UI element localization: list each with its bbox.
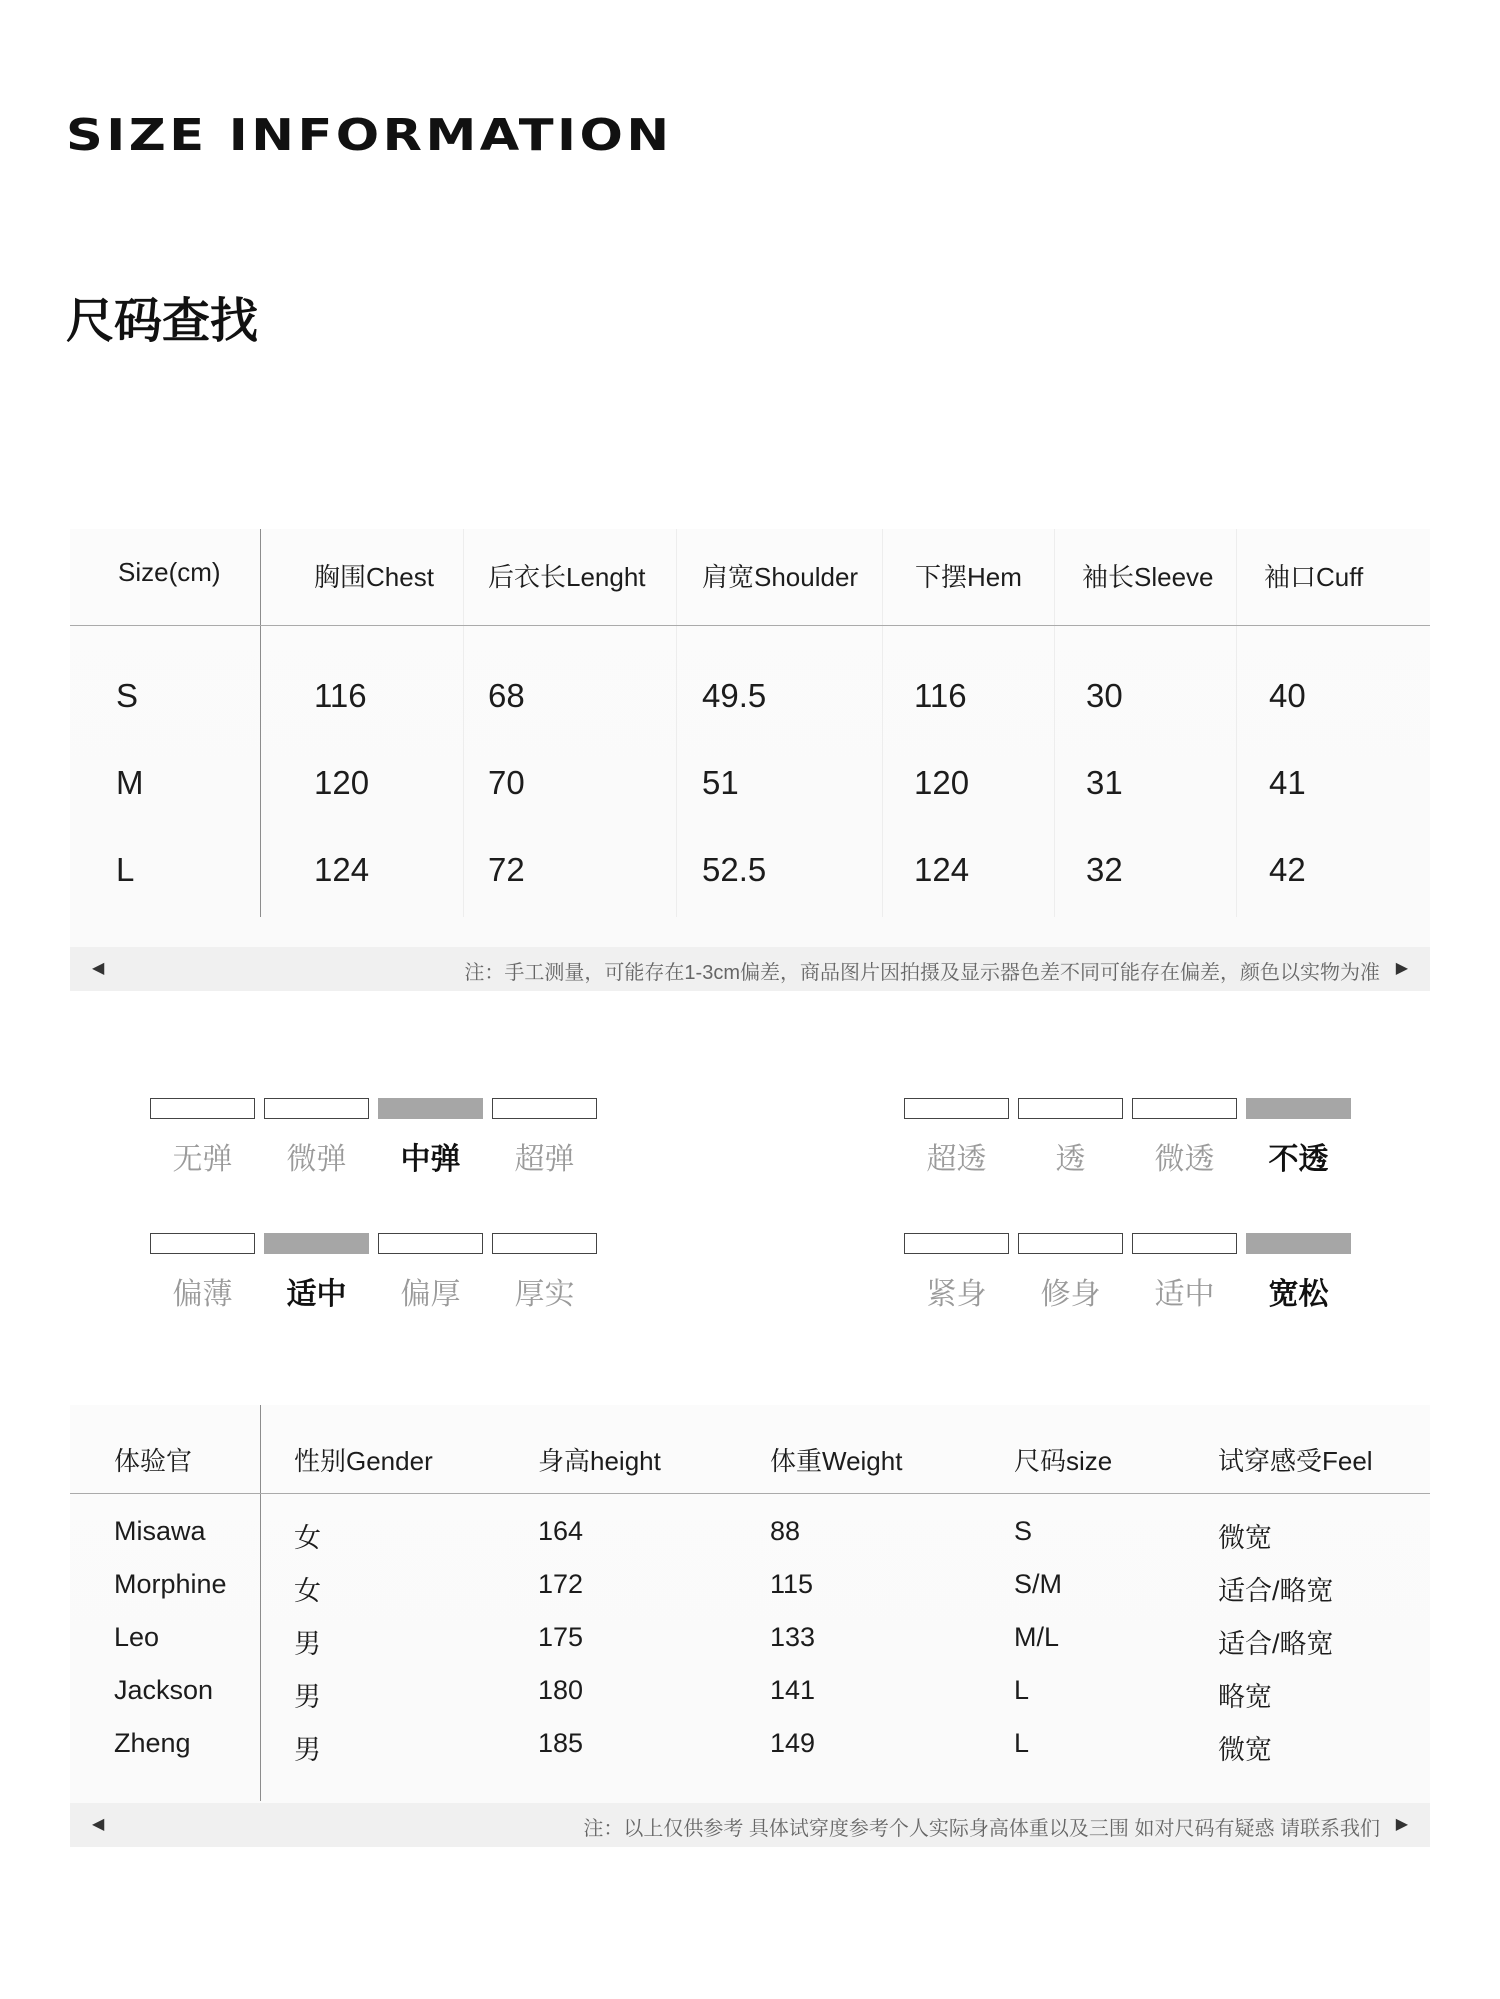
column-divider xyxy=(260,1405,261,1801)
measurement-note: 注：手工测量，可能存在1-3cm偏差，商品图片因拍摄及显示器色差不同可能存在偏差，颜色以实物为准 xyxy=(464,962,1380,984)
header-tester: 体验官 xyxy=(114,1446,193,1476)
page-title: SIZE INFORMATION xyxy=(66,110,673,161)
scale-segment xyxy=(904,1098,1009,1119)
cell-height: 164 xyxy=(538,1516,584,1546)
size-table xyxy=(70,529,1430,991)
header-hem: 下摆Hem xyxy=(915,562,1022,592)
header-shoulder: 肩宽Shoulder xyxy=(702,562,859,592)
cell-length: 68 xyxy=(488,677,525,714)
cell-chest: 124 xyxy=(314,851,370,888)
scale-segment xyxy=(1132,1233,1237,1254)
scale-segment-selected xyxy=(1246,1098,1351,1119)
cell-cuff: 42 xyxy=(1269,851,1306,888)
scale-segment xyxy=(264,1098,369,1119)
triangle-left-icon[interactable]: ◀ xyxy=(92,960,105,977)
column-divider xyxy=(463,529,464,917)
cell-tester: Jackson xyxy=(114,1675,214,1705)
cell-sleeve: 30 xyxy=(1086,677,1123,714)
scale-segment xyxy=(378,1233,483,1254)
triangle-right-icon[interactable]: ▶ xyxy=(1395,1816,1408,1833)
cell-sleeve: 32 xyxy=(1086,851,1123,888)
column-divider xyxy=(1054,529,1055,917)
scale-segment xyxy=(492,1233,597,1254)
cell-gender: 女 xyxy=(294,1576,321,1606)
column-divider xyxy=(1236,529,1237,917)
cell-height: 172 xyxy=(538,1569,584,1599)
header-feel: 试穿感受Feel xyxy=(1218,1446,1373,1476)
cell-tester: Morphine xyxy=(114,1569,227,1599)
section-title: 尺码查找 xyxy=(66,293,259,349)
scale-label: 超弹 xyxy=(514,1143,575,1176)
cell-size: L xyxy=(1014,1728,1030,1758)
cell-length: 70 xyxy=(488,764,525,801)
cell-weight: 141 xyxy=(770,1675,816,1705)
cell-feel: 适合/略宽 xyxy=(1218,1629,1334,1659)
scale-label: 偏厚 xyxy=(400,1278,461,1311)
scale-label: 透 xyxy=(1055,1143,1086,1176)
cell-hem: 116 xyxy=(914,677,967,714)
cell-gender: 男 xyxy=(294,1735,321,1765)
cell-height: 180 xyxy=(538,1675,584,1705)
header-size: 尺码size xyxy=(1014,1446,1113,1476)
column-divider xyxy=(882,529,883,917)
cell-gender: 女 xyxy=(294,1523,321,1553)
cell-weight: 133 xyxy=(770,1622,816,1652)
cell-cuff: 41 xyxy=(1269,764,1306,801)
cell-chest: 120 xyxy=(314,764,370,801)
header-gender: 性别Gender xyxy=(294,1446,433,1476)
scale-label-selected: 适中 xyxy=(286,1278,347,1311)
cell-tester: Misawa xyxy=(114,1516,206,1546)
scale-label: 适中 xyxy=(1154,1278,1215,1311)
header-length: 后衣长Lenght xyxy=(488,562,646,592)
cell-feel: 微宽 xyxy=(1218,1735,1272,1765)
cell-gender: 男 xyxy=(294,1682,321,1712)
cell-size: M xyxy=(116,764,144,801)
cell-shoulder: 52.5 xyxy=(702,851,767,888)
cell-tester: Zheng xyxy=(114,1728,191,1758)
scale-segment-selected xyxy=(264,1233,369,1254)
header-size: Size(cm) xyxy=(118,557,221,587)
header-divider xyxy=(70,1493,1430,1494)
scale-segment xyxy=(150,1098,255,1119)
scale-label: 微弹 xyxy=(286,1143,347,1176)
scale-label: 超透 xyxy=(926,1143,987,1176)
column-divider xyxy=(260,529,261,917)
scale-segment-selected xyxy=(1246,1233,1351,1254)
cell-size: L xyxy=(1014,1675,1030,1705)
cell-weight: 115 xyxy=(770,1569,814,1599)
cell-weight: 88 xyxy=(770,1516,801,1546)
triangle-left-icon[interactable]: ◀ xyxy=(92,1816,105,1833)
cell-size: S xyxy=(1014,1516,1033,1546)
cell-feel: 略宽 xyxy=(1218,1682,1272,1712)
cell-shoulder: 49.5 xyxy=(702,677,767,714)
header-cuff: 袖口Cuff xyxy=(1264,562,1364,592)
cell-size: S/M xyxy=(1014,1569,1063,1599)
header-sleeve: 袖长Sleeve xyxy=(1082,562,1214,592)
scroll-note-bar[interactable] xyxy=(70,1803,1430,1847)
cell-feel: 适合/略宽 xyxy=(1218,1576,1334,1606)
cell-gender: 男 xyxy=(294,1629,321,1659)
header-height: 身高height xyxy=(538,1446,661,1476)
scale-segment xyxy=(1132,1098,1237,1119)
scale-label-selected: 不透 xyxy=(1268,1143,1329,1176)
scale-label: 无弹 xyxy=(172,1143,233,1176)
scale-segment xyxy=(492,1098,597,1119)
scale-label: 紧身 xyxy=(926,1278,987,1311)
cell-height: 185 xyxy=(538,1728,584,1758)
scale-segment xyxy=(904,1233,1009,1254)
scale-segment-selected xyxy=(378,1098,483,1119)
scroll-note-bar[interactable] xyxy=(70,947,1430,991)
cell-chest: 116 xyxy=(314,677,367,714)
cell-sleeve: 31 xyxy=(1086,764,1123,801)
cell-size: L xyxy=(116,851,135,888)
cell-length: 72 xyxy=(488,851,525,888)
tester-table xyxy=(70,1405,1430,1847)
scale-label-selected: 宽松 xyxy=(1268,1278,1329,1311)
triangle-right-icon[interactable]: ▶ xyxy=(1395,960,1408,977)
scale-label: 偏薄 xyxy=(172,1278,233,1311)
scale-segment xyxy=(150,1233,255,1254)
cell-shoulder: 51 xyxy=(702,764,739,801)
scale-label-selected: 中弹 xyxy=(400,1143,461,1176)
scale-label: 微透 xyxy=(1154,1143,1215,1176)
cell-feel: 微宽 xyxy=(1218,1523,1272,1553)
reference-note: 注：以上仅供参考 具体试穿度参考个人实际身高体重以及三围 如对尺码有疑惑 请联系我们 xyxy=(583,1818,1380,1840)
header-divider xyxy=(70,625,1430,626)
cell-tester: Leo xyxy=(114,1622,160,1652)
header-chest: 胸围Chest xyxy=(314,562,434,592)
cell-weight: 149 xyxy=(770,1728,816,1758)
cell-cuff: 40 xyxy=(1269,677,1306,714)
scale-label: 厚实 xyxy=(514,1278,575,1311)
cell-hem: 120 xyxy=(914,764,970,801)
cell-height: 175 xyxy=(538,1622,584,1652)
scale-segment xyxy=(1018,1098,1123,1119)
header-weight: 体重Weight xyxy=(770,1446,903,1476)
scale-segment xyxy=(1018,1233,1123,1254)
cell-hem: 124 xyxy=(914,851,970,888)
scale-label: 修身 xyxy=(1040,1278,1101,1311)
column-divider xyxy=(676,529,677,917)
cell-size: M/L xyxy=(1014,1622,1060,1652)
cell-size: S xyxy=(116,677,139,714)
